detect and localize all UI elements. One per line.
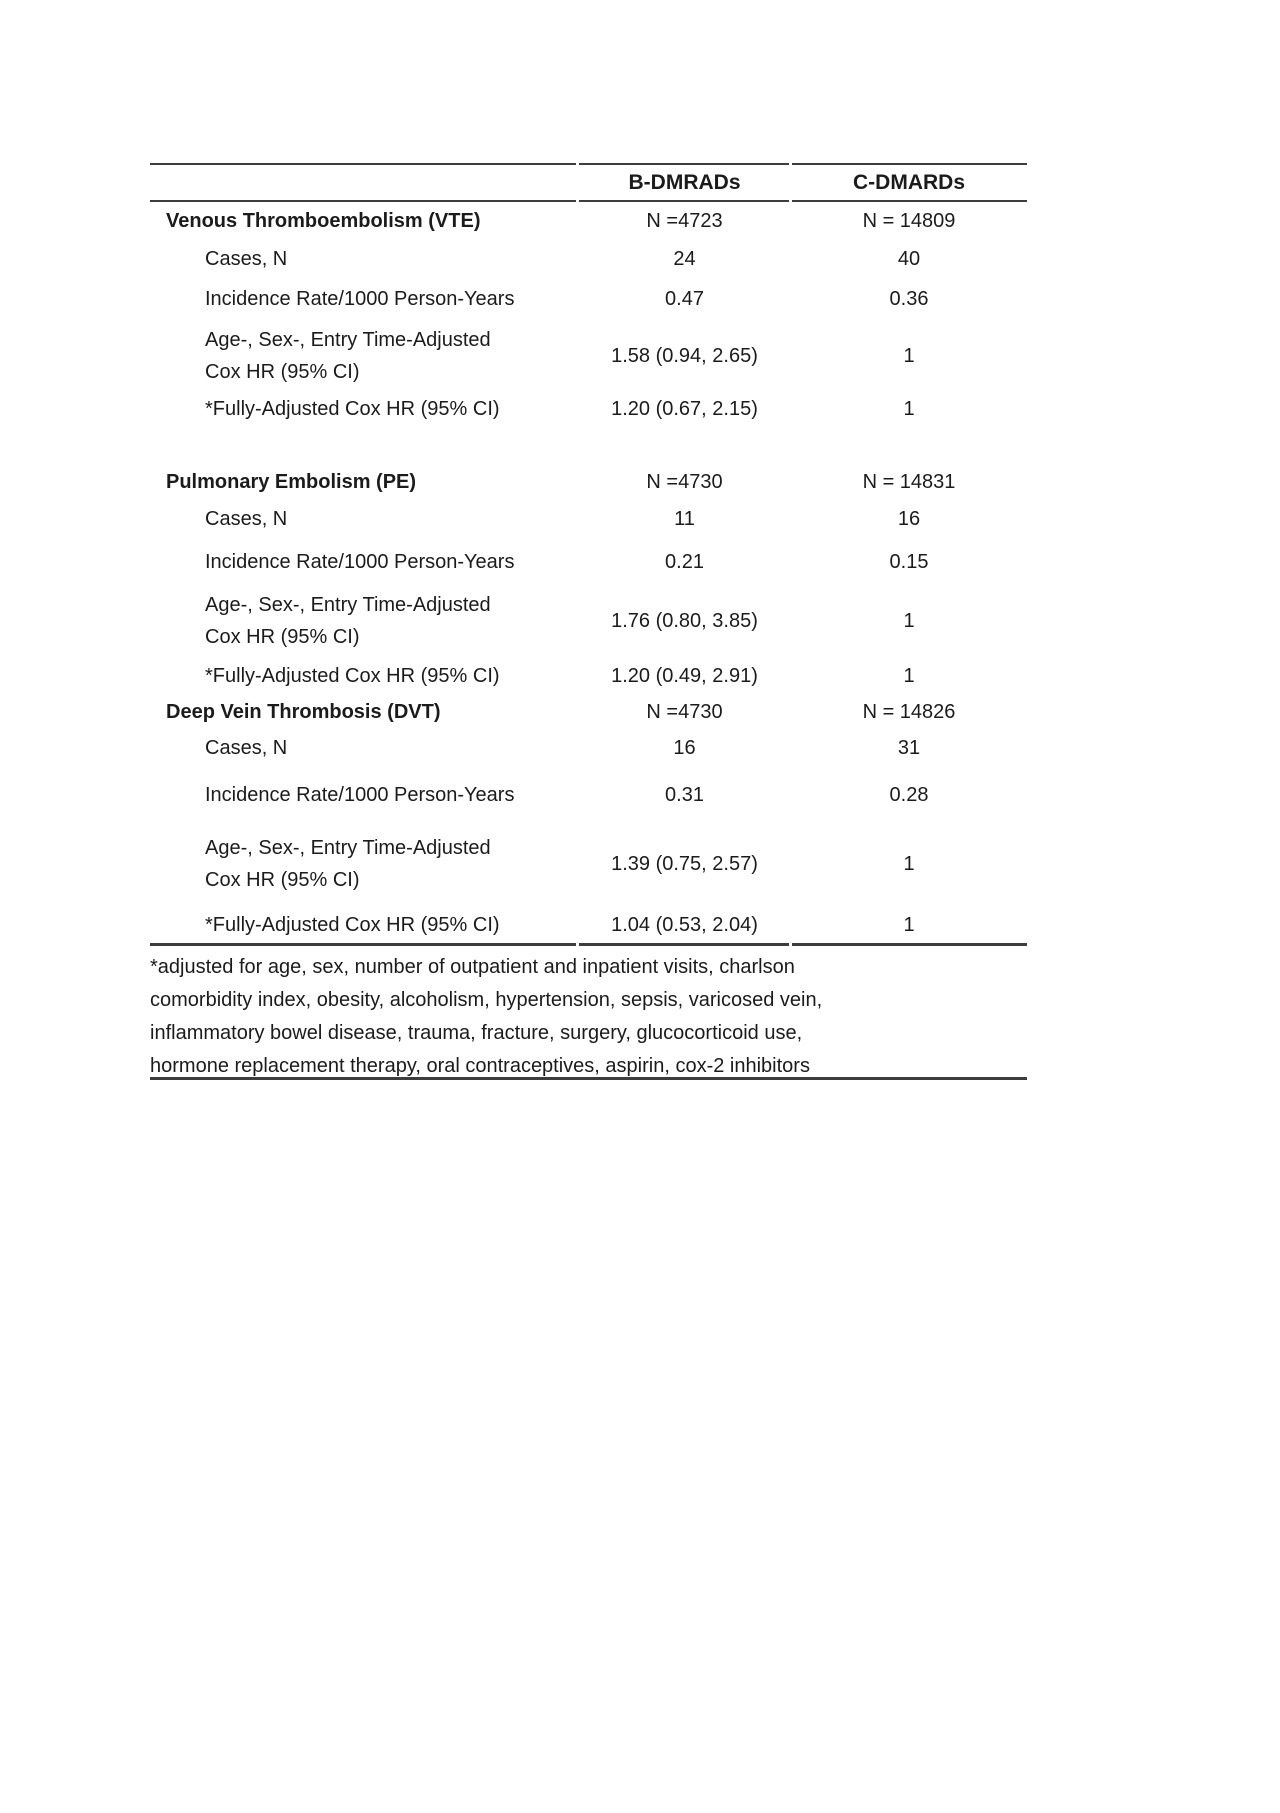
vte-n-c: N = 14809 bbox=[862, 210, 956, 232]
section-title-pe: Pulmonary Embolism (PE) bbox=[166, 471, 417, 493]
dvt-n-c: N = 14826 bbox=[862, 701, 956, 723]
footnote-line: inflammatory bowel disease, trauma, fracture, surgery, glucocorticoid use, bbox=[150, 1022, 803, 1044]
value-c: 1 bbox=[903, 610, 915, 632]
table-body-bottom-rule bbox=[150, 943, 1027, 946]
table-row-vte-fully-adjusted bbox=[150, 392, 1027, 426]
value-c: 1 bbox=[903, 398, 915, 420]
row-label: Incidence Rate/1000 Person-Years bbox=[205, 551, 515, 573]
value-c: 0.28 bbox=[889, 784, 929, 806]
value-b: 1.58 (0.94, 2.65) bbox=[611, 345, 758, 367]
value-b: 1.76 (0.80, 3.85) bbox=[611, 610, 758, 632]
table-row-pe-fully-adjusted bbox=[150, 656, 1027, 696]
table-top-rule bbox=[150, 163, 1027, 165]
value-b: 0.47 bbox=[665, 288, 704, 310]
row-label: Incidence Rate/1000 Person-Years bbox=[205, 784, 515, 806]
value-c: 40 bbox=[897, 248, 921, 270]
row-label: *Fully-Adjusted Cox HR (95% CI) bbox=[205, 665, 500, 687]
table-row-pe-cases bbox=[150, 500, 1027, 538]
table-row-pe-agesex-hr bbox=[150, 586, 1027, 656]
column-header-b-dmrads: B-DMRADs bbox=[628, 170, 741, 194]
value-c: 31 bbox=[897, 737, 921, 759]
column-header-c-dmards: C-DMARDs bbox=[853, 170, 965, 194]
value-c: 16 bbox=[897, 508, 921, 530]
table-row-dvt-header bbox=[150, 696, 1027, 728]
value-b: 11 bbox=[674, 508, 695, 530]
value-b: 0.31 bbox=[665, 784, 704, 806]
row-label: Cases, N bbox=[205, 508, 288, 530]
row-label: Incidence Rate/1000 Person-Years bbox=[205, 288, 515, 310]
header-bottom-rule bbox=[150, 200, 1027, 202]
table-row-dvt-fully-adjusted bbox=[150, 906, 1027, 943]
value-c: 1 bbox=[903, 913, 915, 936]
row-label-line2: Cox HR (95% CI) bbox=[205, 626, 360, 648]
results-table bbox=[150, 163, 1027, 1080]
value-c: 0.15 bbox=[889, 551, 929, 573]
row-label: *Fully-Adjusted Cox HR (95% CI) bbox=[205, 913, 500, 936]
value-b: 1.20 (0.67, 2.15) bbox=[611, 398, 758, 420]
value-c: 1 bbox=[903, 853, 915, 875]
value-b: 0.21 bbox=[665, 551, 704, 573]
row-label: Cases, N bbox=[205, 737, 288, 759]
row-label bbox=[150, 324, 578, 388]
value-b: 16 bbox=[673, 737, 696, 759]
table-header-row bbox=[150, 165, 1027, 200]
section-title-vte: Venous Thromboembolism (VTE) bbox=[166, 210, 481, 232]
row-label-line2: Cox HR (95% CI) bbox=[205, 361, 360, 383]
table-row-dvt-agesex-hr bbox=[150, 822, 1027, 906]
row-label bbox=[150, 589, 578, 653]
value-c: 1 bbox=[903, 345, 915, 367]
table-row-dvt-cases bbox=[150, 728, 1027, 768]
table-row-pe-header bbox=[150, 464, 1027, 500]
footnote-line: comorbidity index, obesity, alcoholism, hypertension, sepsis, varicosed vein, bbox=[150, 989, 823, 1011]
row-label-line1: Age-, Sex-, Entry Time-Adjusted bbox=[205, 329, 491, 351]
footnote-line: hormone replacement therapy, oral contraceptives, aspirin, cox-2 inhibitors bbox=[150, 1055, 810, 1077]
row-label-line1: Age-, Sex-, Entry Time-Adjusted bbox=[205, 837, 491, 859]
section-gap bbox=[150, 426, 1027, 464]
value-b: 24 bbox=[673, 248, 696, 270]
table-row-vte-incidence bbox=[150, 278, 1027, 320]
table-row-vte-cases bbox=[150, 240, 1027, 278]
vte-n-b: N =4723 bbox=[646, 210, 723, 232]
value-b: 1.04 (0.53, 2.04) bbox=[611, 913, 758, 936]
table-row-pe-incidence bbox=[150, 538, 1027, 586]
table-row-vte-header bbox=[150, 202, 1027, 240]
pe-n-b: N =4730 bbox=[646, 471, 723, 493]
row-label-line1: Age-, Sex-, Entry Time-Adjusted bbox=[205, 594, 491, 616]
footnote-line: *adjusted for age, sex, number of outpatient and inpatient visits, charlson bbox=[150, 956, 795, 978]
table-row-dvt-incidence bbox=[150, 768, 1027, 822]
row-label-line2: Cox HR (95% CI) bbox=[205, 869, 360, 891]
table-footnote bbox=[150, 946, 1027, 1077]
row-label bbox=[150, 832, 578, 896]
value-b: 1.20 (0.49, 2.91) bbox=[611, 665, 758, 687]
section-title-dvt: Deep Vein Thrombosis (DVT) bbox=[166, 701, 441, 723]
pe-n-c: N = 14831 bbox=[862, 471, 956, 493]
row-label: *Fully-Adjusted Cox HR (95% CI) bbox=[205, 398, 500, 420]
row-label: Cases, N bbox=[205, 248, 288, 270]
value-c: 1 bbox=[903, 665, 915, 687]
value-b: 1.39 (0.75, 2.57) bbox=[611, 853, 758, 875]
table-row-vte-agesex-hr bbox=[150, 320, 1027, 392]
value-c: 0.36 bbox=[889, 288, 929, 310]
dvt-n-b: N =4730 bbox=[646, 701, 723, 723]
